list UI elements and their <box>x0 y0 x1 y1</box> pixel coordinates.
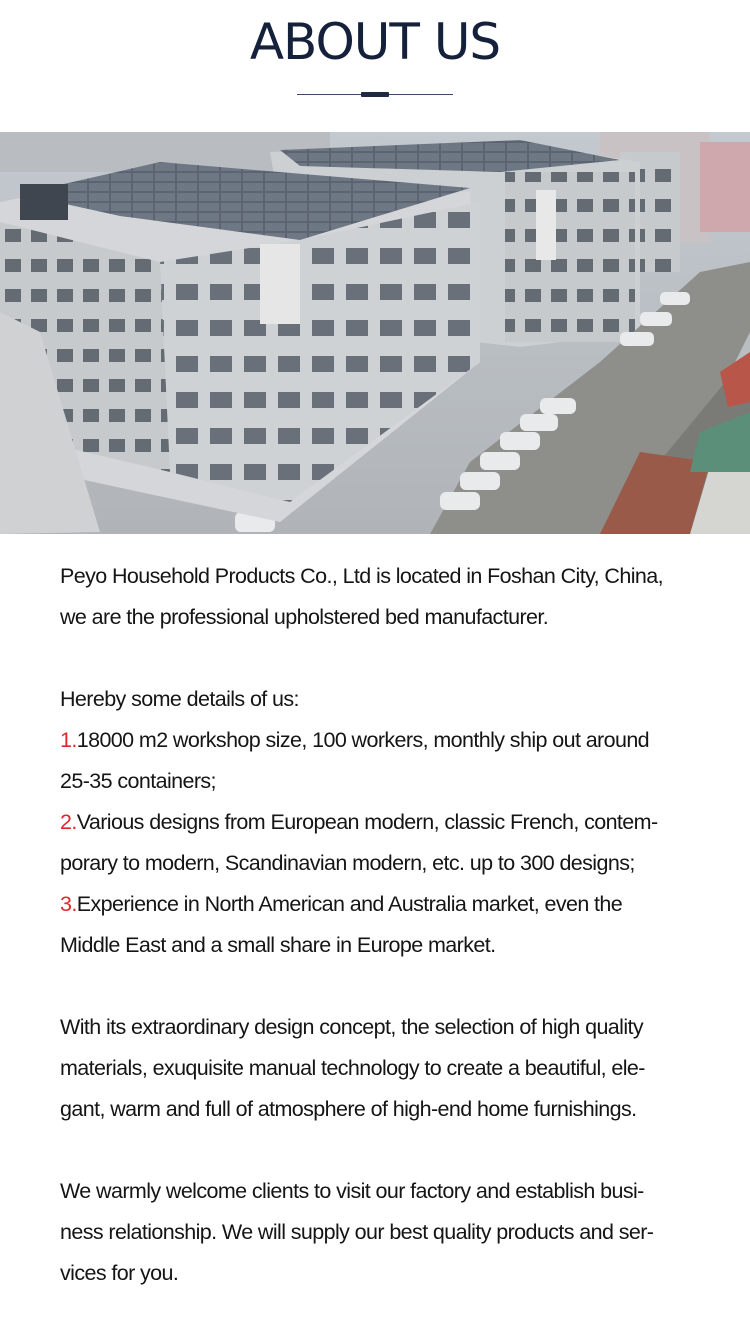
detail-text: 18000 m2 workshop size, 100 workers, monthly ship out around <box>76 728 650 752</box>
detail-item-3 <box>60 884 720 925</box>
detail-number: 1. <box>60 728 77 752</box>
detail-text: Experience in North American and Australia market, even the <box>76 892 623 916</box>
page-title: ABOUT US <box>249 13 501 71</box>
about-text <box>60 556 720 1294</box>
details-heading: Hereby some details of us: <box>60 687 299 711</box>
concept-line: With its extraordinary design concept, the selection of high quality <box>60 1015 644 1039</box>
intro-line: Peyo Household Products Co., Ltd is located in Foshan City, China, <box>60 564 663 588</box>
welcome-line: We warmly welcome clients to visit our factory and establish busi- <box>60 1179 644 1203</box>
concept-line: materials, exuquisite manual technology to create a beautiful, ele- <box>60 1056 645 1080</box>
detail-item-2-cont: porary to modern, Scandinavian modern, etc. up to 300 designs; <box>60 851 635 875</box>
title-divider-accent <box>361 92 389 97</box>
detail-item-1 <box>60 720 720 761</box>
detail-item-1-cont: 25-35 containers; <box>60 769 216 793</box>
detail-number: 3. <box>60 892 77 916</box>
detail-item-2 <box>60 802 720 843</box>
detail-number: 2. <box>60 810 77 834</box>
factory-aerial-photo <box>0 132 750 534</box>
welcome-line: vices for you. <box>60 1261 179 1285</box>
detail-item-3-cont: Middle East and a small share in Europe market. <box>60 933 496 957</box>
detail-text: Various designs from European modern, classic French, contem- <box>76 810 658 834</box>
concept-line: gant, warm and full of atmosphere of high-end home furnishings. <box>60 1097 637 1121</box>
welcome-line: ness relationship. We will supply our best quality products and ser- <box>60 1220 654 1244</box>
intro-line: we are the professional upholstered bed manufacturer. <box>60 605 549 629</box>
